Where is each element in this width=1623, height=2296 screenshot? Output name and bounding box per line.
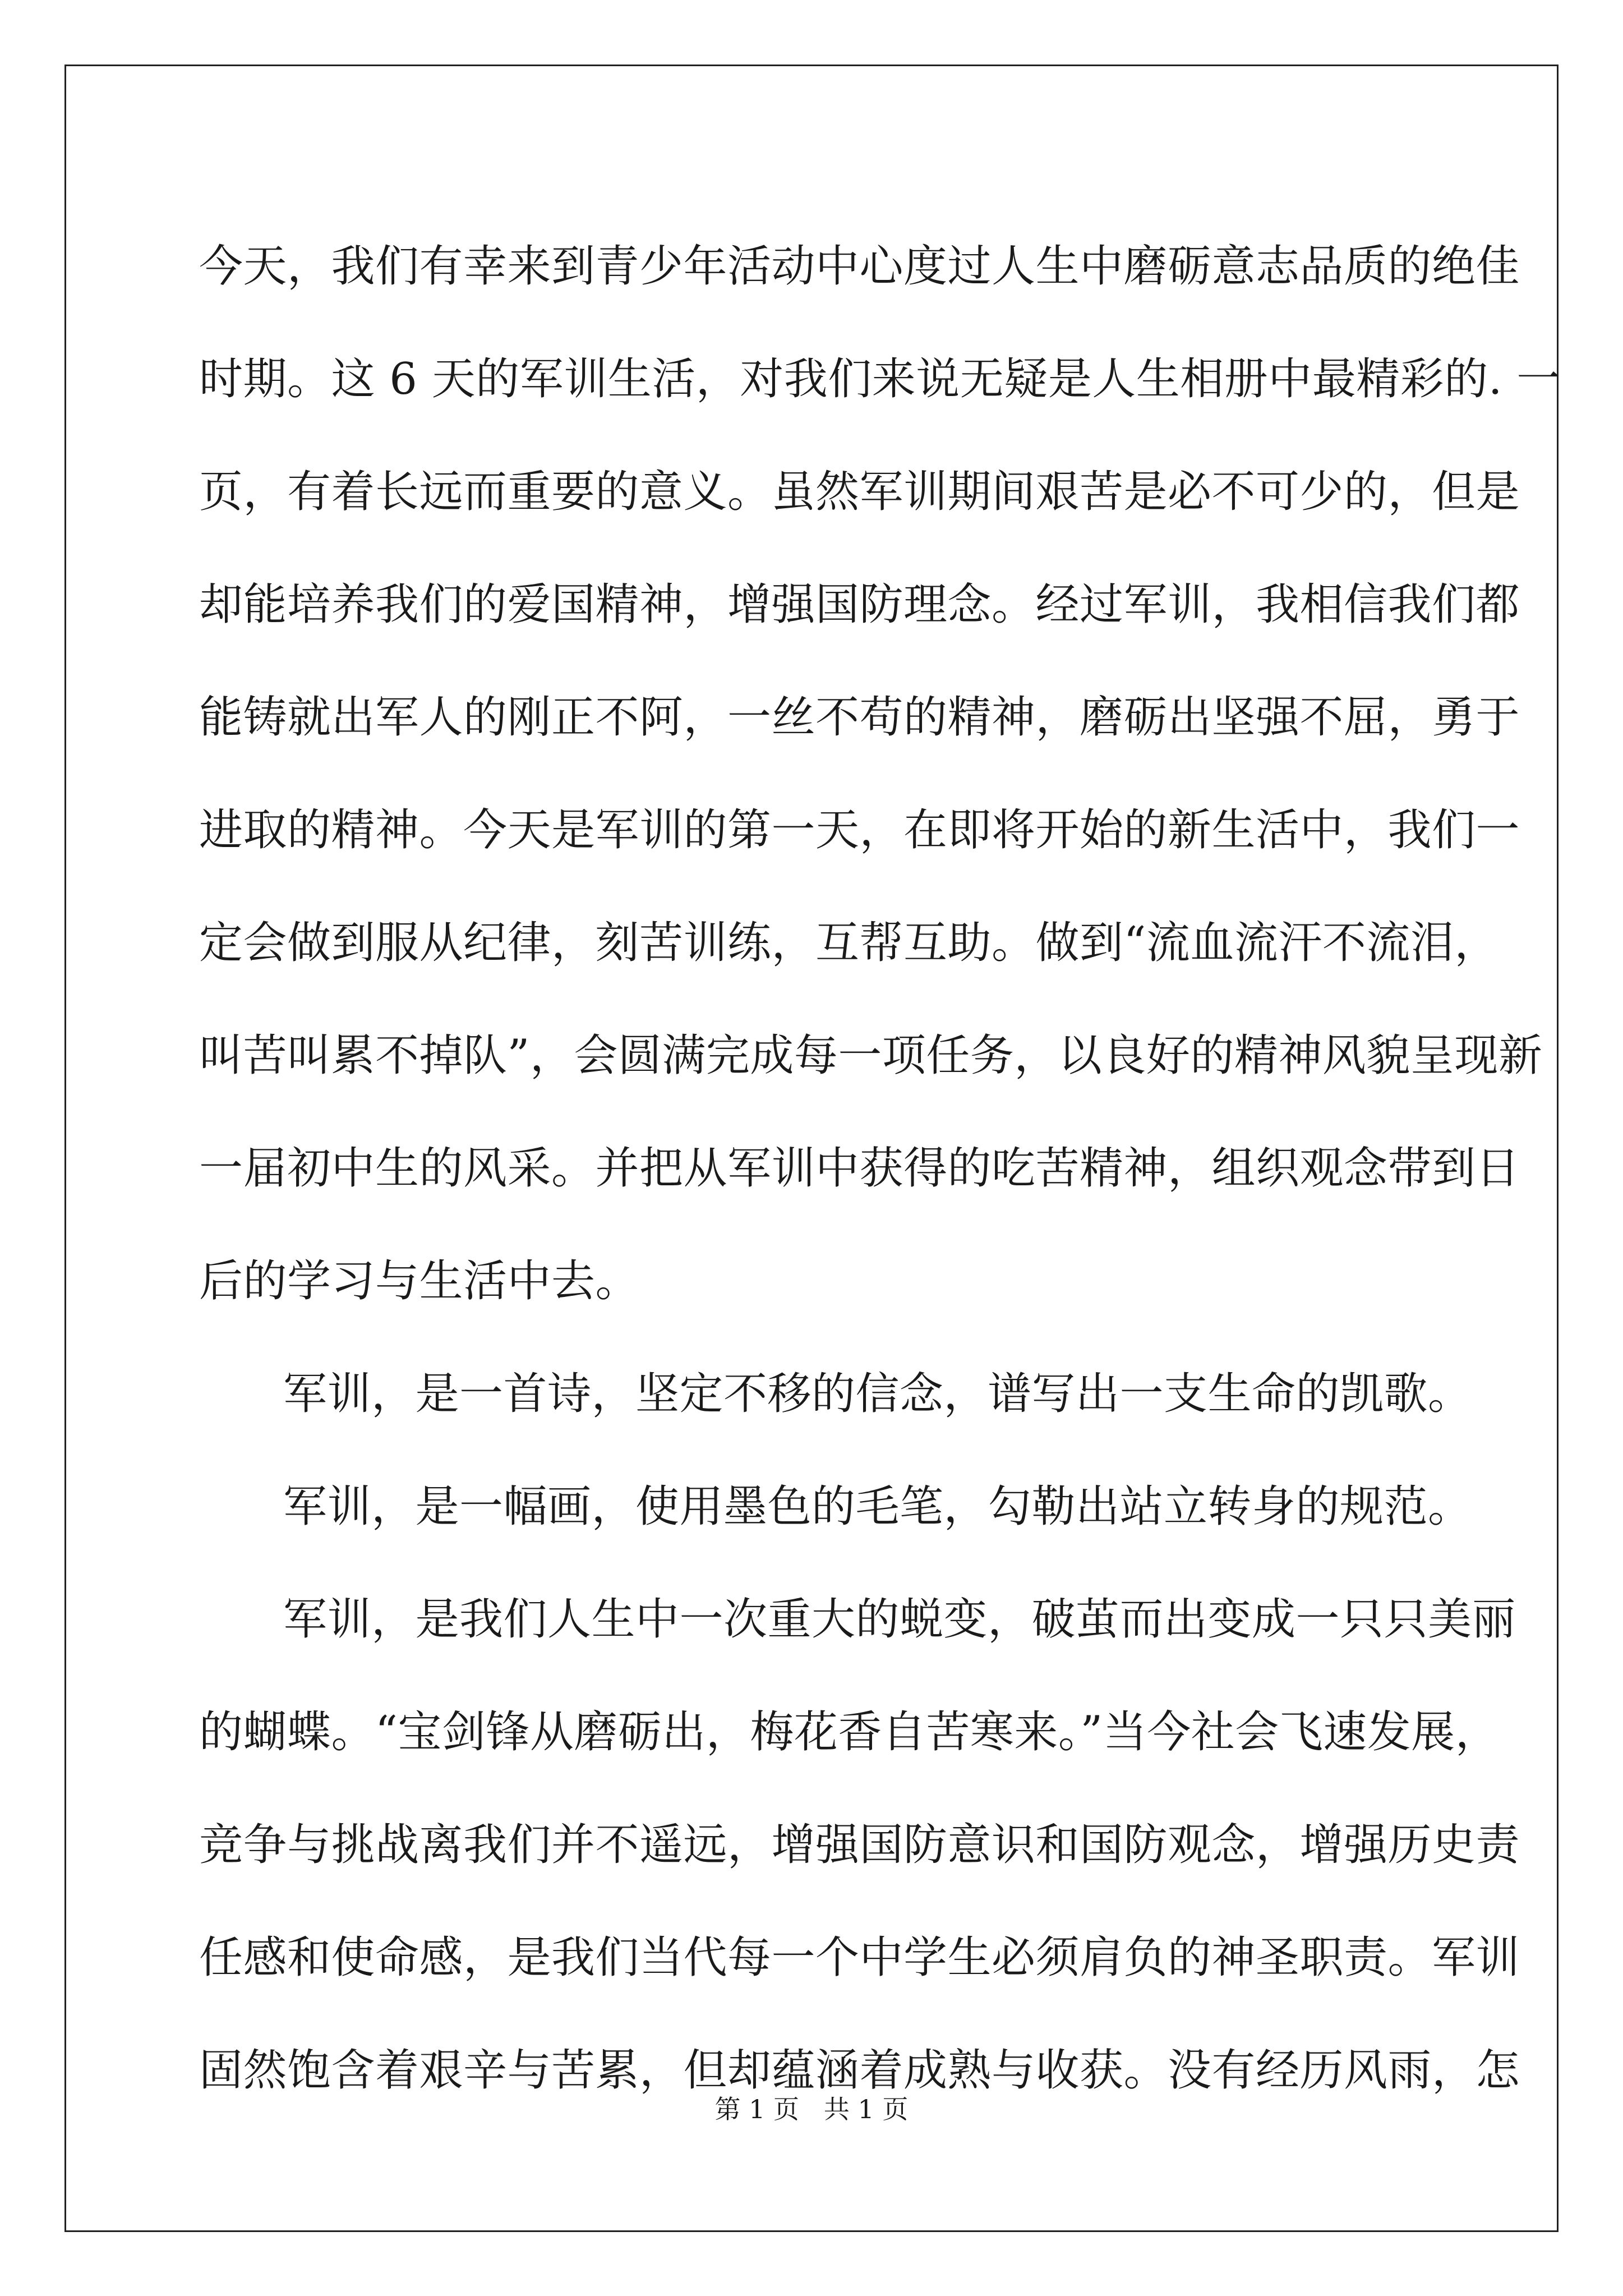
text-line: 页，有着长远而重要的意义。虽然军训期间艰苦是必不可少的，但是	[199, 467, 1520, 517]
text-line: 能铸就出军人的刚正不阿，一丝不苟的精神，磨砺出坚强不屈，勇于	[199, 692, 1520, 743]
text-line: 竞争与挑战离我们并不遥远，增强国防意识和国防观念，增强历史责	[199, 1820, 1520, 1870]
text-line-indented: 军训，是一首诗，坚定不移的信念，谱写出一支生命的凯歌。	[283, 1369, 1472, 1419]
text-line-indented: 军训，是我们人生中一次重大的蜕变，破茧而出变成一只只美丽	[283, 1594, 1516, 1645]
text-line: 固然饱含着艰辛与苦累，但却蕴涵着成熟与收获。没有经历风雨，怎	[199, 2045, 1520, 2096]
page-number-footer: 第 1 页 共 1 页	[714, 2094, 909, 2124]
text-line: 后的学习与生活中去。	[199, 1256, 640, 1306]
text-line: 却能培养我们的爱国精神，增强国防理念。经过军训，我相信我们都	[199, 579, 1520, 630]
text-line: 今天，我们有幸来到青少年活动中心度过人生中磨砺意志品质的绝佳	[199, 241, 1520, 292]
document-body	[199, 210, 1561, 2127]
text-line: 一届初中生的风采。并把从军训中获得的吃苦精神，组织观念带到日	[199, 1143, 1520, 1194]
text-line-indented: 军训，是一幅画，使用墨色的毛笔，勾勒出站立转身的规范。	[283, 1481, 1472, 1532]
text-line: 的蝴蝶。“宝剑锋从磨砺出，梅花香自苦寒来。”当今社会飞速发展，	[199, 1707, 1500, 1757]
text-line: 时期。这 6 天的军训生活，对我们来说无疑是人生相册中最精彩的. 一	[199, 354, 1561, 404]
text-line: 定会做到服从纪律，刻苦训练，互帮互助。做到“流血流汗不流泪，	[199, 918, 1498, 968]
text-line: 进取的精神。今天是军训的第一天，在即将开始的新生活中，我们一	[199, 805, 1520, 855]
text-line: 叫苦叫累不掉队”，会圆满完成每一项任务，以良好的精神风貌呈现新	[199, 1030, 1543, 1081]
text-line: 任感和使命感，是我们当代每一个中学生必须肩负的神圣职责。军训	[199, 1932, 1520, 1983]
